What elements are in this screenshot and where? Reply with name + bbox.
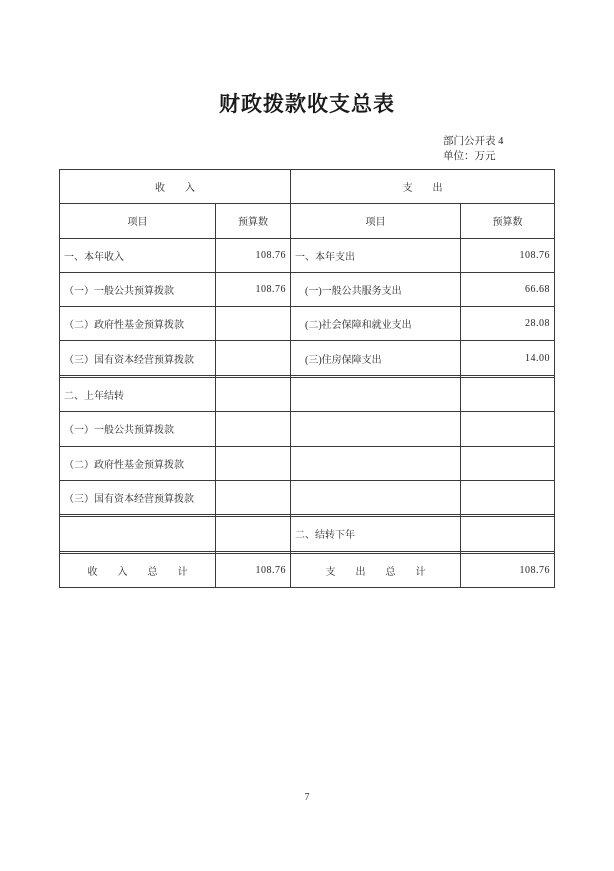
income-item: （二）政府性基金预算拨款 bbox=[60, 446, 216, 480]
expense-item-header: 项目 bbox=[291, 204, 461, 238]
expense-item: 二、结转下年 bbox=[291, 517, 461, 551]
income-budget bbox=[216, 446, 291, 480]
table-row bbox=[60, 307, 555, 341]
income-budget: 108.76 bbox=[216, 272, 291, 306]
income-budget bbox=[216, 377, 291, 411]
expense-budget bbox=[461, 446, 555, 480]
expense-budget bbox=[461, 377, 555, 411]
expense-item bbox=[291, 412, 461, 446]
expense-item bbox=[291, 377, 461, 411]
income-item: （一）一般公共预算拨款 bbox=[60, 412, 216, 446]
table-row bbox=[60, 377, 555, 411]
income-total-value: 108.76 bbox=[216, 553, 291, 587]
total-row bbox=[60, 553, 555, 587]
table-row bbox=[60, 238, 555, 272]
income-section-header: 收 入 bbox=[60, 170, 291, 204]
expense-total-label: 支 出 总 计 bbox=[291, 553, 461, 587]
table-number-label: 部门公开表 4 bbox=[443, 136, 504, 147]
expense-budget: 28.08 bbox=[461, 307, 555, 341]
page-number: 7 bbox=[304, 792, 310, 803]
expense-budget-header: 预算数 bbox=[461, 204, 555, 238]
income-budget bbox=[216, 307, 291, 341]
table-row bbox=[60, 272, 555, 306]
expense-item: (一)一般公共服务支出 bbox=[291, 272, 461, 306]
section-header-row bbox=[60, 170, 555, 204]
column-header-row bbox=[60, 204, 555, 238]
income-budget bbox=[216, 412, 291, 446]
income-budget bbox=[216, 341, 291, 375]
income-item: （三）国有资本经营预算拨款 bbox=[60, 341, 216, 375]
income-budget bbox=[216, 480, 291, 514]
expense-item bbox=[291, 446, 461, 480]
income-item: 二、上年结转 bbox=[60, 377, 216, 411]
income-item: （三）国有资本经营预算拨款 bbox=[60, 480, 216, 514]
expense-item bbox=[291, 480, 461, 514]
table-meta bbox=[443, 135, 503, 164]
table-row bbox=[60, 446, 555, 480]
expense-budget bbox=[461, 480, 555, 514]
income-budget-header: 预算数 bbox=[216, 204, 291, 238]
expense-total-value: 108.76 bbox=[461, 553, 555, 587]
table-row bbox=[60, 480, 555, 514]
income-item bbox=[60, 517, 216, 551]
income-budget bbox=[216, 517, 291, 551]
unit-label: 单位：万元 bbox=[443, 150, 496, 162]
income-item: 一、本年收入 bbox=[60, 238, 216, 272]
table-row bbox=[60, 517, 555, 551]
expense-budget: 66.68 bbox=[461, 272, 555, 306]
expense-item: 一、本年支出 bbox=[291, 238, 461, 272]
expense-budget bbox=[461, 517, 555, 551]
income-item: （二）政府性基金预算拨款 bbox=[60, 307, 216, 341]
table-row bbox=[60, 341, 555, 375]
page-title: 财政拨款收支总表 bbox=[219, 93, 395, 116]
expense-budget: 108.76 bbox=[461, 238, 555, 272]
expense-item: (三)住房保障支出 bbox=[291, 341, 461, 375]
table-row bbox=[60, 412, 555, 446]
expense-budget bbox=[461, 412, 555, 446]
expense-budget: 14.00 bbox=[461, 341, 555, 375]
expense-item: (二)社会保障和就业支出 bbox=[291, 307, 461, 341]
budget-table bbox=[59, 169, 555, 588]
income-budget: 108.76 bbox=[216, 238, 291, 272]
expense-section-header: 支 出 bbox=[291, 170, 555, 204]
income-total-label: 收 入 总 计 bbox=[60, 553, 216, 587]
income-item-header: 项目 bbox=[60, 204, 216, 238]
income-item: （一）一般公共预算拨款 bbox=[60, 272, 216, 306]
